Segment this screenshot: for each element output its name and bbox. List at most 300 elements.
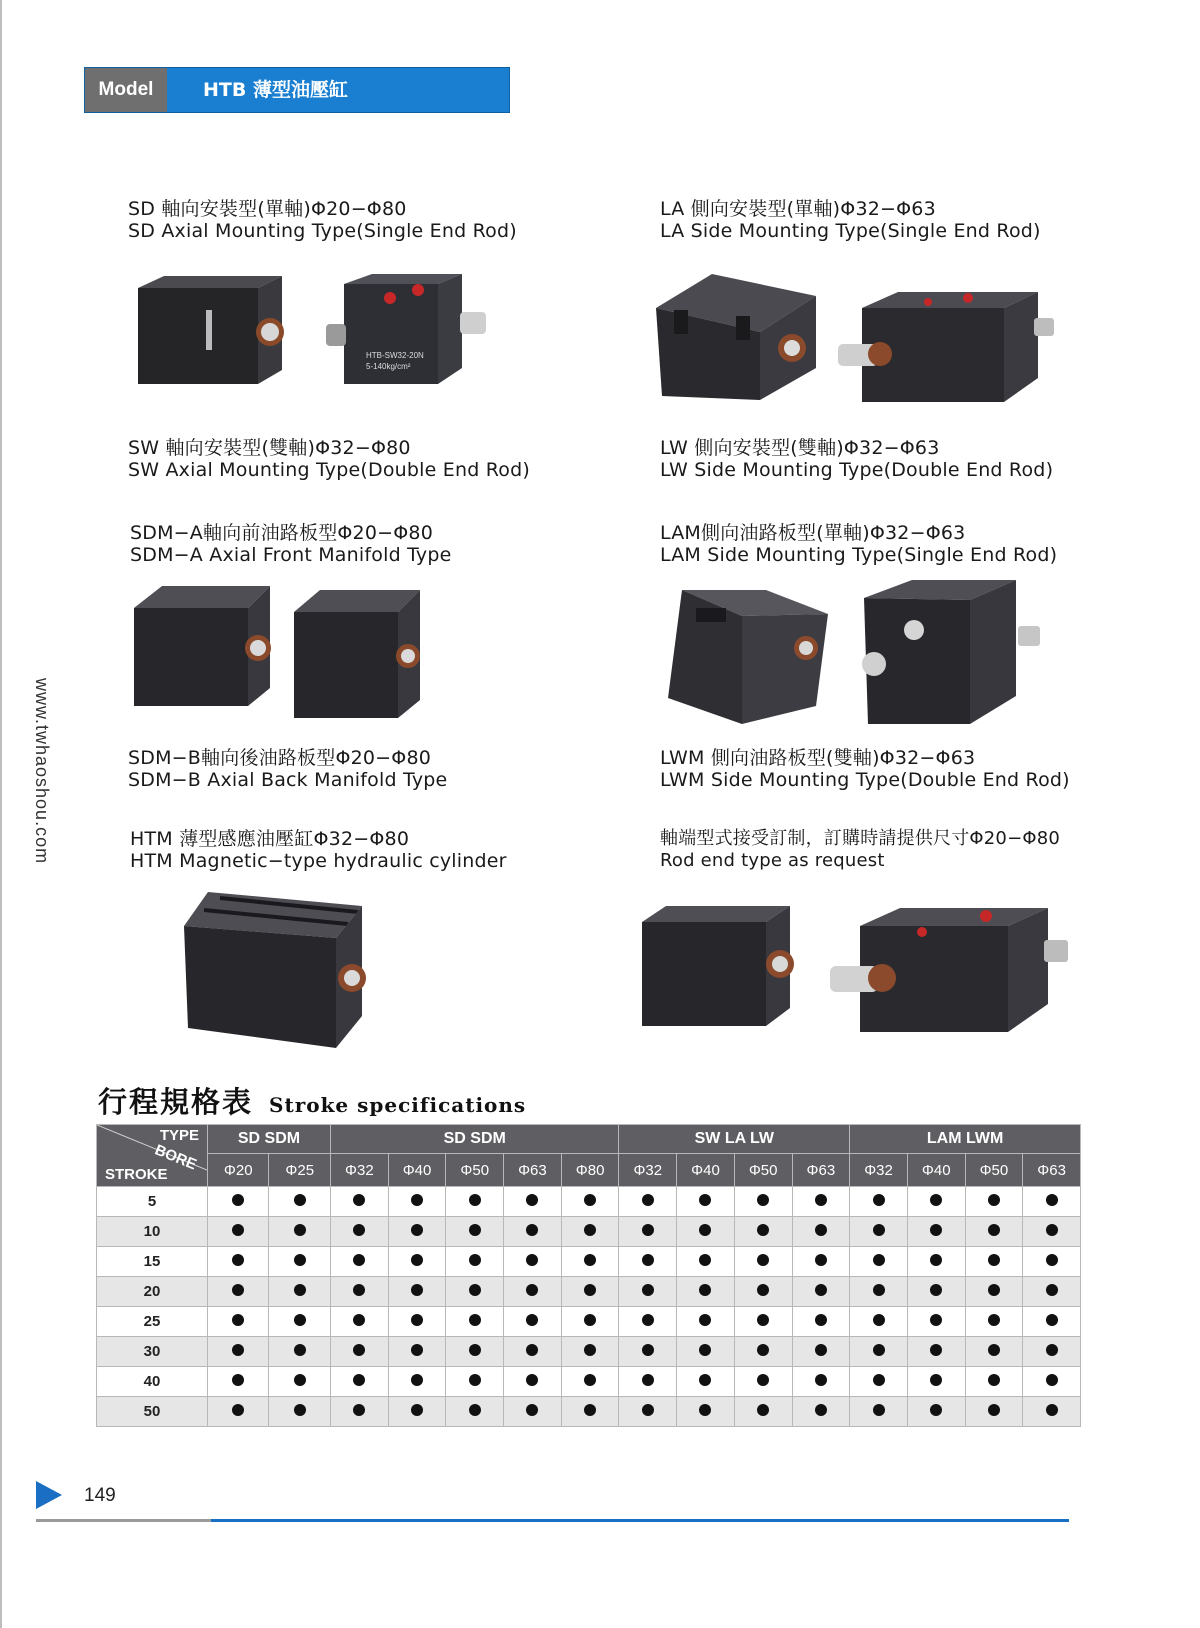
availability-cell [1023,1187,1081,1217]
availability-cell [1023,1307,1081,1337]
availability-cell [965,1217,1023,1247]
availability-cell [1023,1217,1081,1247]
caption-zh: SDM−A軸向前油路板型Φ20−Φ80 [130,522,433,544]
availability-cell [792,1247,850,1277]
caption-zh: SD 軸向安裝型(單軸)Φ20−Φ80 [128,198,407,220]
availability-cell [965,1367,1023,1397]
stroke-value: 50 [97,1397,208,1427]
bore-header: Φ25 [269,1154,331,1187]
caption-sdm-b [128,747,447,791]
available-dot-icon [642,1254,654,1266]
available-dot-icon [699,1404,711,1416]
available-dot-icon [469,1284,481,1296]
availability-cell [269,1397,331,1427]
photo-sdm-a-1 [130,584,274,708]
availability-cell [331,1247,389,1277]
group-header: SD SDM [331,1125,619,1154]
stroke-value: 40 [97,1367,208,1397]
available-dot-icon [469,1314,481,1326]
availability-cell [388,1187,446,1217]
caption-en: SDM−B Axial Back Manifold Type [128,769,448,791]
available-dot-icon [232,1224,244,1236]
group-header: SW LA LW [619,1125,850,1154]
caption-lam [660,522,1057,566]
availability-cell [734,1217,792,1247]
availability-cell [907,1307,965,1337]
available-dot-icon [294,1254,306,1266]
corner-type: TYPE [159,1127,199,1144]
corner-bore: BORE [152,1141,199,1174]
available-dot-icon [353,1254,365,1266]
availability-cell [388,1247,446,1277]
available-dot-icon [699,1224,711,1236]
availability-cell [446,1187,504,1217]
available-dot-icon [411,1194,423,1206]
availability-cell [388,1277,446,1307]
photo-lw-cylinder [834,288,1058,406]
photo-la-cylinder [652,272,820,402]
photo-rod-end-1 [638,904,796,1028]
availability-cell [850,1307,908,1337]
available-dot-icon [353,1284,365,1296]
availability-cell [907,1367,965,1397]
available-dot-icon [1046,1344,1058,1356]
photo-htm-cylinder [180,890,370,1050]
bore-header: Φ32 [850,1154,908,1187]
caption-zh: LW 側向安裝型(雙軸)Φ32−Φ63 [660,437,940,459]
available-dot-icon [411,1314,423,1326]
available-dot-icon [294,1314,306,1326]
availability-cell [446,1217,504,1247]
available-dot-icon [353,1404,365,1416]
availability-cell [965,1187,1023,1217]
photo-sdm-a-2 [290,588,424,722]
availability-cell [446,1247,504,1277]
page-border [0,0,2,1628]
availability-cell [792,1187,850,1217]
availability-cell [619,1217,677,1247]
photo-sw-cylinder [322,272,490,390]
availability-cell [269,1307,331,1337]
availability-cell [561,1187,619,1217]
caption-sdm-a [130,522,452,566]
availability-cell [331,1307,389,1337]
table-corner-header [97,1125,208,1187]
available-dot-icon [642,1374,654,1386]
availability-cell [677,1187,735,1217]
availability-cell [208,1277,269,1307]
available-dot-icon [988,1314,1000,1326]
available-dot-icon [988,1284,1000,1296]
availability-cell [677,1397,735,1427]
page-arrow-icon [36,1481,62,1509]
available-dot-icon [815,1194,827,1206]
availability-cell [677,1307,735,1337]
available-dot-icon [1046,1374,1058,1386]
available-dot-icon [294,1194,306,1206]
available-dot-icon [1046,1404,1058,1416]
available-dot-icon [873,1344,885,1356]
availability-cell [208,1187,269,1217]
availability-cell [504,1217,562,1247]
availability-cell [792,1277,850,1307]
availability-cell [734,1367,792,1397]
availability-cell [1023,1367,1081,1397]
available-dot-icon [411,1344,423,1356]
caption-en: LWM Side Mounting Type(Double End Rod) [660,769,1070,791]
caption-en: SDM−A Axial Front Manifold Type [130,544,452,566]
group-header: SD SDM [208,1125,331,1154]
available-dot-icon [873,1374,885,1386]
availability-cell [965,1337,1023,1367]
availability-cell [619,1307,677,1337]
availability-cell [269,1247,331,1277]
availability-cell [619,1397,677,1427]
availability-cell [850,1397,908,1427]
available-dot-icon [411,1224,423,1236]
available-dot-icon [988,1404,1000,1416]
availability-cell [907,1277,965,1307]
available-dot-icon [584,1254,596,1266]
availability-cell [561,1277,619,1307]
availability-cell [446,1277,504,1307]
caption-lw [660,437,1053,481]
availability-cell [331,1337,389,1367]
available-dot-icon [930,1314,942,1326]
caption-zh: 軸端型式接受訂制，訂購時請提供尺寸Φ20−Φ80 [660,828,1061,849]
availability-cell [1023,1397,1081,1427]
bore-header: Φ40 [388,1154,446,1187]
available-dot-icon [988,1344,1000,1356]
caption-sw [128,437,530,481]
stroke-value: 20 [97,1277,208,1307]
availability-cell [504,1337,562,1367]
available-dot-icon [699,1314,711,1326]
available-dot-icon [294,1224,306,1236]
availability-cell [208,1397,269,1427]
available-dot-icon [469,1254,481,1266]
availability-cell [677,1217,735,1247]
available-dot-icon [642,1194,654,1206]
table-row [97,1337,1081,1367]
label-body-2: 5-140kg/cm² [366,362,411,371]
availability-cell [677,1367,735,1397]
bore-header: Φ80 [561,1154,619,1187]
available-dot-icon [930,1374,942,1386]
available-dot-icon [469,1344,481,1356]
available-dot-icon [1046,1254,1058,1266]
availability-cell [850,1217,908,1247]
caption-sd [128,198,517,242]
availability-cell [792,1367,850,1397]
availability-cell [792,1337,850,1367]
availability-cell [907,1337,965,1367]
available-dot-icon [353,1194,365,1206]
available-dot-icon [815,1344,827,1356]
available-dot-icon [584,1314,596,1326]
photo-rod-end-2 [826,904,1074,1034]
available-dot-icon [584,1404,596,1416]
available-dot-icon [757,1314,769,1326]
available-dot-icon [815,1374,827,1386]
model-title: HTB 薄型油壓缸 [203,79,348,101]
availability-cell [446,1337,504,1367]
available-dot-icon [757,1224,769,1236]
available-dot-icon [873,1314,885,1326]
availability-cell [792,1217,850,1247]
availability-cell [446,1367,504,1397]
model-label: Model [85,68,167,112]
availability-cell [619,1247,677,1277]
page-number: 149 [84,1485,116,1506]
table-row [97,1187,1081,1217]
available-dot-icon [930,1254,942,1266]
table-row [97,1397,1081,1427]
availability-cell [388,1367,446,1397]
availability-cell [734,1277,792,1307]
caption-en: HTM Magnetic−type hydraulic cylinder [130,850,507,872]
available-dot-icon [294,1344,306,1356]
available-dot-icon [526,1344,538,1356]
availability-cell [850,1367,908,1397]
availability-cell [269,1337,331,1367]
availability-cell [388,1307,446,1337]
available-dot-icon [873,1194,885,1206]
available-dot-icon [757,1284,769,1296]
availability-cell [734,1187,792,1217]
availability-cell [850,1247,908,1277]
model-header-bar [84,67,510,113]
photo-lam-2 [858,578,1046,726]
availability-cell [331,1187,389,1217]
availability-cell [504,1187,562,1217]
availability-cell [331,1367,389,1397]
available-dot-icon [526,1224,538,1236]
available-dot-icon [232,1254,244,1266]
bore-header: Φ32 [331,1154,389,1187]
available-dot-icon [232,1314,244,1326]
available-dot-icon [584,1374,596,1386]
available-dot-icon [232,1284,244,1296]
availability-cell [619,1337,677,1367]
available-dot-icon [294,1404,306,1416]
availability-cell [388,1337,446,1367]
available-dot-icon [469,1224,481,1236]
availability-cell [504,1307,562,1337]
bore-header: Φ40 [907,1154,965,1187]
availability-cell [792,1397,850,1427]
available-dot-icon [815,1284,827,1296]
available-dot-icon [353,1314,365,1326]
label-body-1: HTB-SW32-20N [366,351,424,360]
available-dot-icon [526,1314,538,1326]
bore-header: Φ63 [792,1154,850,1187]
availability-cell [907,1187,965,1217]
available-dot-icon [526,1374,538,1386]
available-dot-icon [930,1344,942,1356]
bore-header: Φ20 [208,1154,269,1187]
available-dot-icon [873,1284,885,1296]
available-dot-icon [642,1224,654,1236]
available-dot-icon [232,1344,244,1356]
bore-header: Φ63 [504,1154,562,1187]
available-dot-icon [353,1374,365,1386]
caption-zh: LWM 側向油路板型(雙軸)Φ32−Φ63 [660,747,976,769]
available-dot-icon [526,1194,538,1206]
availability-cell [561,1217,619,1247]
bore-header: Φ50 [734,1154,792,1187]
availability-cell [388,1217,446,1247]
availability-cell [504,1277,562,1307]
caption-zh: SW 軸向安裝型(雙軸)Φ32−Φ80 [128,437,411,459]
bore-header: Φ40 [677,1154,735,1187]
available-dot-icon [232,1404,244,1416]
available-dot-icon [642,1284,654,1296]
caption-zh: SDM−B軸向後油路板型Φ20−Φ80 [128,747,432,769]
availability-cell [446,1397,504,1427]
caption-zh: HTM 薄型感應油壓缸Φ32−Φ80 [130,828,410,850]
available-dot-icon [411,1404,423,1416]
availability-cell [965,1247,1023,1277]
available-dot-icon [232,1374,244,1386]
availability-cell [269,1187,331,1217]
caption-lwm [660,747,1070,791]
caption-zh: LAM側向油路板型(單軸)Φ32−Φ63 [660,522,966,544]
caption-en: LW Side Mounting Type(Double End Rod) [660,459,1054,481]
stroke-value: 5 [97,1187,208,1217]
available-dot-icon [699,1344,711,1356]
caption-en: LAM Side Mounting Type(Single End Rod) [660,544,1058,566]
table-row [97,1277,1081,1307]
available-dot-icon [757,1344,769,1356]
table-row [97,1307,1081,1337]
bore-header: Φ50 [446,1154,504,1187]
availability-cell [208,1367,269,1397]
available-dot-icon [988,1374,1000,1386]
stroke-value: 10 [97,1217,208,1247]
available-dot-icon [526,1404,538,1416]
available-dot-icon [757,1254,769,1266]
availability-cell [504,1247,562,1277]
caption-htm [130,828,507,872]
footer-rule-blue [211,1519,1069,1522]
available-dot-icon [930,1284,942,1296]
availability-cell [561,1337,619,1367]
available-dot-icon [930,1404,942,1416]
available-dot-icon [642,1404,654,1416]
available-dot-icon [411,1254,423,1266]
available-dot-icon [294,1374,306,1386]
footer-rule-gray [36,1519,211,1522]
available-dot-icon [526,1284,538,1296]
available-dot-icon [699,1284,711,1296]
availability-cell [331,1397,389,1427]
available-dot-icon [1046,1314,1058,1326]
available-dot-icon [584,1224,596,1236]
availability-cell [1023,1277,1081,1307]
available-dot-icon [873,1404,885,1416]
caption-en: LA Side Mounting Type(Single End Rod) [660,220,1041,242]
availability-cell [504,1397,562,1427]
bore-header: Φ63 [1023,1154,1081,1187]
availability-cell [619,1187,677,1217]
available-dot-icon [411,1374,423,1386]
stroke-spec-title [98,1080,526,1120]
availability-cell [907,1217,965,1247]
availability-cell [331,1217,389,1247]
available-dot-icon [411,1284,423,1296]
bore-header: Φ32 [619,1154,677,1187]
caption-rod-end [660,828,1060,872]
available-dot-icon [353,1344,365,1356]
available-dot-icon [642,1314,654,1326]
caption-zh: LA 側向安裝型(單軸)Φ32−Φ63 [660,198,936,220]
availability-cell [388,1397,446,1427]
availability-cell [734,1337,792,1367]
available-dot-icon [930,1194,942,1206]
availability-cell [619,1367,677,1397]
available-dot-icon [1046,1194,1058,1206]
available-dot-icon [873,1254,885,1266]
availability-cell [561,1247,619,1277]
availability-cell [965,1307,1023,1337]
availability-cell [269,1277,331,1307]
availability-cell [965,1397,1023,1427]
available-dot-icon [232,1194,244,1206]
available-dot-icon [294,1284,306,1296]
caption-la [660,198,1041,242]
availability-cell [208,1307,269,1337]
available-dot-icon [873,1224,885,1236]
table-row [97,1217,1081,1247]
availability-cell [850,1337,908,1367]
available-dot-icon [584,1344,596,1356]
availability-cell [269,1367,331,1397]
available-dot-icon [757,1404,769,1416]
availability-cell [208,1217,269,1247]
stroke-spec-table [96,1124,1081,1427]
stroke-value: 15 [97,1247,208,1277]
side-url [30,678,52,898]
photo-sd-cylinder [134,270,284,388]
availability-cell [1023,1337,1081,1367]
available-dot-icon [584,1194,596,1206]
available-dot-icon [815,1314,827,1326]
stroke-title-en: Stroke specifications [269,1093,527,1117]
availability-cell [331,1277,389,1307]
availability-cell [446,1307,504,1337]
available-dot-icon [699,1254,711,1266]
corner-stroke: STROKE [105,1166,168,1183]
caption-en: Rod end type as request [660,850,885,871]
availability-cell [677,1337,735,1367]
availability-cell [677,1277,735,1307]
availability-cell [561,1397,619,1427]
availability-cell [561,1367,619,1397]
group-header: LAM LWM [850,1125,1081,1154]
availability-cell [907,1247,965,1277]
available-dot-icon [469,1374,481,1386]
available-dot-icon [1046,1284,1058,1296]
availability-cell [850,1187,908,1217]
availability-cell [619,1277,677,1307]
available-dot-icon [699,1374,711,1386]
stroke-title-zh: 行程規格表 [98,1085,254,1119]
available-dot-icon [469,1194,481,1206]
availability-cell [208,1337,269,1367]
availability-cell [907,1397,965,1427]
caption-en: SW Axial Mounting Type(Double End Rod) [128,459,530,481]
